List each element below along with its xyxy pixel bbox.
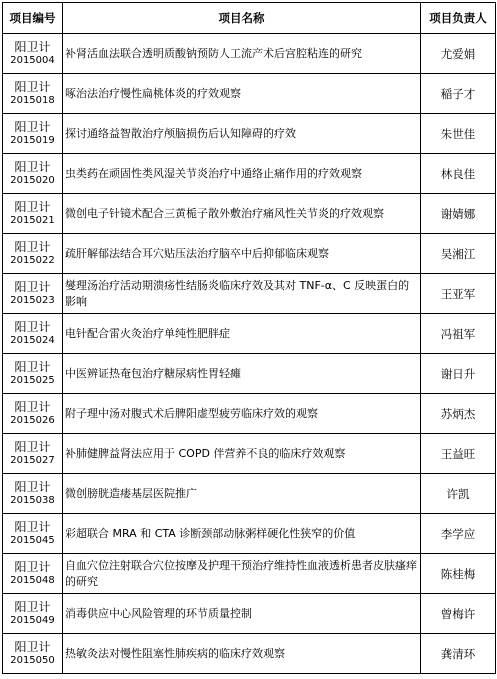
project-id-number: 2015023	[10, 294, 55, 306]
project-id-number: 2015026	[10, 414, 55, 426]
project-id-cell	[3, 514, 63, 554]
project-id-number: 2015025	[10, 374, 55, 386]
project-id-number: 2015020	[10, 174, 55, 186]
project-id-prefix: 阳卫计	[14, 479, 51, 494]
project-name-cell: 热敏灸法对慢性阻塞性肺疾病的临床疗效观察	[63, 634, 421, 674]
header-project-id: 项目编号	[3, 3, 63, 34]
project-id-prefix: 阳卫计	[14, 239, 51, 254]
project-id-number: 2015049	[10, 614, 55, 626]
project-id-prefix: 阳卫计	[14, 39, 51, 54]
project-name-cell: 自血穴位注射联合穴位按摩及护理干预治疗维持性血液透析患者皮肤瘙痒的研究	[63, 554, 421, 594]
project-owner-cell: 苏炳杰	[421, 394, 496, 434]
project-owner-cell: 谢日升	[421, 354, 496, 394]
project-name-cell: 附子理中汤对腹式术后脾阳虚型疲劳临床疗效的观察	[63, 394, 421, 434]
project-id-number: 2015022	[10, 254, 55, 266]
header-project-owner: 项目负责人	[421, 3, 496, 34]
project-id-cell	[3, 594, 63, 634]
project-name-cell: 彩超联合 MRA 和 CTA 诊断颈部动脉粥样硬化性狭窄的价值	[63, 514, 421, 554]
table-row	[3, 114, 496, 154]
project-owner-cell: 林良佳	[421, 154, 496, 194]
header-project-name: 项目名称	[63, 3, 421, 34]
project-table	[2, 2, 496, 674]
project-owner-cell: 尤爱娟	[421, 34, 496, 74]
project-id-number: 2015024	[10, 334, 55, 346]
project-id-number: 2015018	[10, 94, 55, 106]
project-id-prefix: 阳卫计	[14, 399, 51, 414]
table-row	[3, 554, 496, 594]
project-id-number: 2015050	[10, 654, 55, 666]
project-id-cell	[3, 274, 63, 314]
table-row	[3, 514, 496, 554]
table-row	[3, 634, 496, 674]
project-id-prefix: 阳卫计	[14, 359, 51, 374]
project-id-cell	[3, 554, 63, 594]
project-id-cell	[3, 194, 63, 234]
project-id-number: 2015027	[10, 454, 55, 466]
project-id-prefix: 阳卫计	[14, 639, 51, 654]
project-id-prefix: 阳卫计	[14, 439, 51, 454]
project-sheet	[2, 2, 495, 674]
project-name-cell: 微创电子针镜术配合三黄栀子散外敷治疗痛风性关节炎的疗效观察	[63, 194, 421, 234]
table-row	[3, 594, 496, 634]
table-row	[3, 394, 496, 434]
project-id-number: 2015045	[10, 534, 55, 546]
table-row	[3, 354, 496, 394]
project-name-cell: 补肾活血法联合透明质酸钠预防人工流产术后宫腔粘连的研究	[63, 34, 421, 74]
project-owner-cell: 吴湘江	[421, 234, 496, 274]
project-id-cell	[3, 354, 63, 394]
project-owner-cell: 李学应	[421, 514, 496, 554]
project-id-prefix: 阳卫计	[14, 559, 51, 574]
project-id-prefix: 阳卫计	[14, 599, 51, 614]
table-body	[3, 34, 496, 674]
project-id-cell	[3, 474, 63, 514]
table-row	[3, 34, 496, 74]
project-id-prefix: 阳卫计	[14, 159, 51, 174]
project-owner-cell: 朱世佳	[421, 114, 496, 154]
project-id-prefix: 阳卫计	[14, 119, 51, 134]
table-header-row	[3, 3, 496, 34]
project-name-cell: 微创膀胱造瘘基层医院推广	[63, 474, 421, 514]
table-row	[3, 434, 496, 474]
project-id-number: 2015021	[10, 214, 55, 226]
project-name-cell: 啄治法治疗慢性扁桃体炎的疗效观察	[63, 74, 421, 114]
table-row	[3, 154, 496, 194]
project-id-cell	[3, 434, 63, 474]
project-id-cell	[3, 154, 63, 194]
project-id-cell	[3, 234, 63, 274]
table-row	[3, 474, 496, 514]
project-id-prefix: 阳卫计	[14, 279, 51, 294]
project-id-cell	[3, 314, 63, 354]
project-id-number: 2015038	[10, 494, 55, 506]
project-owner-cell: 王益旺	[421, 434, 496, 474]
project-name-cell: 消毒供应中心风险管理的环节质量控制	[63, 594, 421, 634]
table-row	[3, 74, 496, 114]
project-owner-cell: 稲子才	[421, 74, 496, 114]
table-row	[3, 314, 496, 354]
project-id-cell	[3, 34, 63, 74]
project-id-prefix: 阳卫计	[14, 199, 51, 214]
project-owner-cell: 龚清环	[421, 634, 496, 674]
project-name-cell: 补肺健脾益肾法应用于 COPD 伴营养不良的临床疗效观察	[63, 434, 421, 474]
project-owner-cell: 王亚军	[421, 274, 496, 314]
project-owner-cell: 曾梅许	[421, 594, 496, 634]
project-id-prefix: 阳卫计	[14, 319, 51, 334]
project-name-cell: 中医辨证热奄包治疗糖尿病性胃轻瘫	[63, 354, 421, 394]
project-id-number: 2015004	[10, 54, 55, 66]
project-owner-cell: 冯祖军	[421, 314, 496, 354]
table-row	[3, 234, 496, 274]
project-name-cell: 燮理汤治疗活动期溃疡性结肠炎临床疗效及其对 TNF-α、C 反映蛋白的影响	[63, 274, 421, 314]
project-owner-cell: 陈桂梅	[421, 554, 496, 594]
project-id-cell	[3, 634, 63, 674]
table-row	[3, 274, 496, 314]
project-name-cell: 探讨通络益智散治疗颅脑损伤后认知障碍的疗效	[63, 114, 421, 154]
project-id-cell	[3, 74, 63, 114]
project-owner-cell: 谢婧娜	[421, 194, 496, 234]
project-id-cell	[3, 394, 63, 434]
project-id-number: 2015019	[10, 134, 55, 146]
project-name-cell: 虫类药在顽固性类风湿关节炎治疗中通络止痛作用的疗效观察	[63, 154, 421, 194]
project-name-cell: 疏肝解郁法结合耳穴贴压法治疗脑卒中后抑郁临床观察	[63, 234, 421, 274]
project-id-cell	[3, 114, 63, 154]
project-id-prefix: 阳卫计	[14, 519, 51, 534]
table-row	[3, 194, 496, 234]
project-id-prefix: 阳卫计	[14, 79, 51, 94]
project-id-number: 2015048	[10, 574, 55, 586]
project-name-cell: 电针配合雷火灸治疗单纯性肥胖症	[63, 314, 421, 354]
project-owner-cell: 许凯	[421, 474, 496, 514]
